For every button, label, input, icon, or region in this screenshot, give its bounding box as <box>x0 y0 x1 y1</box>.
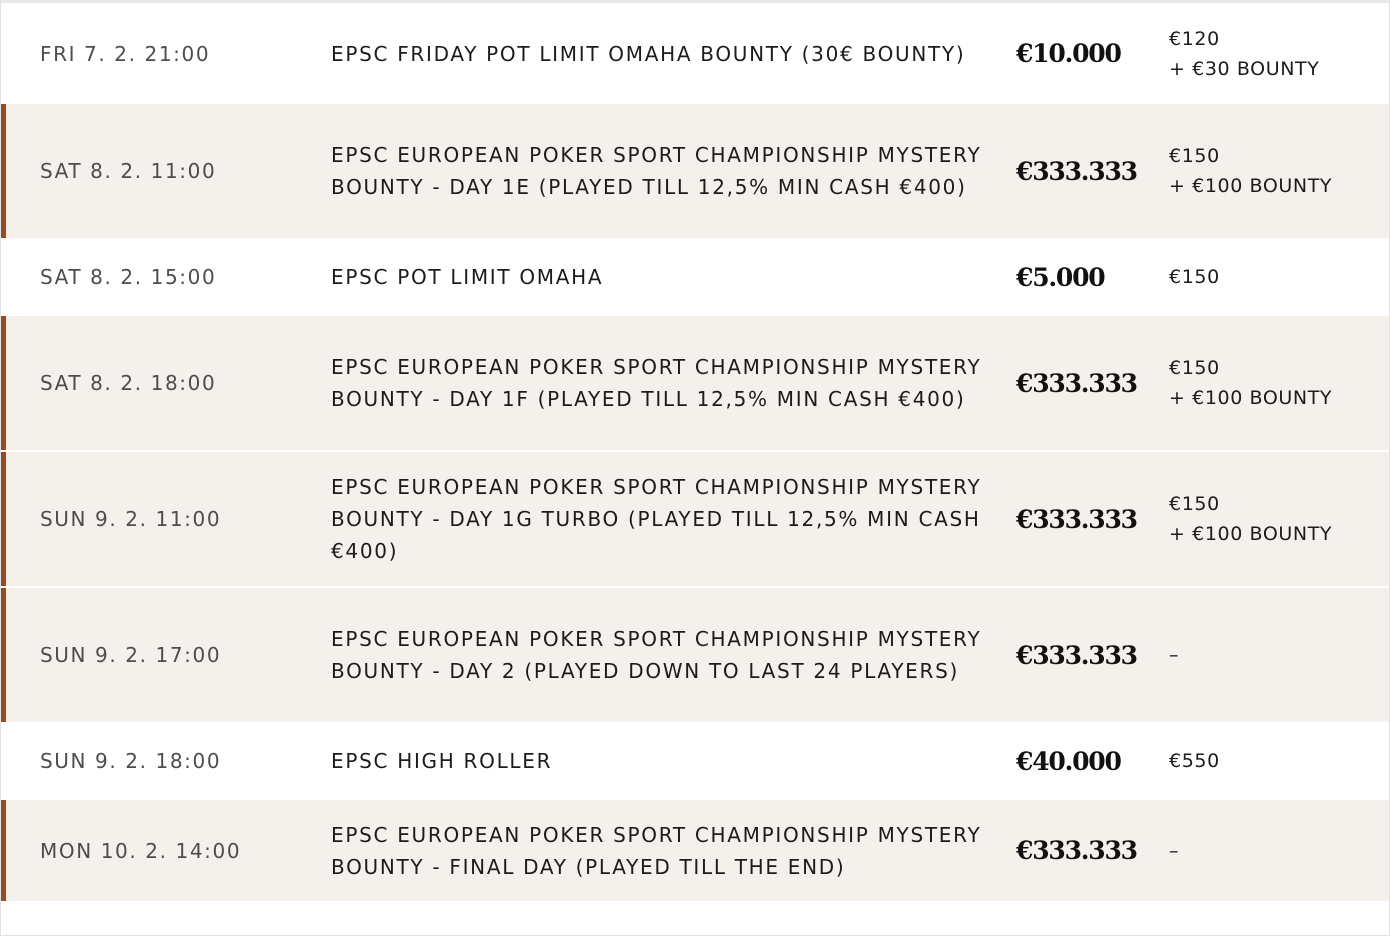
table-row <box>1 586 1389 722</box>
event-name: EPSC EUROPEAN POKER SPORT CHAMPIONSHIP MYSTERY BOUNTY - DAY 1E (PLAYED TILL 12,5% MIN CASH €400) <box>331 143 982 199</box>
event-buyin <box>1169 836 1179 866</box>
event-buyin <box>1169 141 1332 201</box>
buyin-amount: – <box>1169 839 1180 862</box>
event-name: EPSC HIGH ROLLER <box>331 749 553 773</box>
event-name: EPSC EUROPEAN POKER SPORT CHAMPIONSHIP MYSTERY BOUNTY - DAY 1G TURBO (PLAYED TILL 12,5% MIN CASH €400) <box>331 475 982 563</box>
event-date: SUN 9. 2. 11:00 <box>40 507 222 531</box>
event-guarantee: €333.333 <box>1016 836 1137 865</box>
event-date: SAT 8. 2. 18:00 <box>40 371 217 395</box>
event-date: SAT 8. 2. 11:00 <box>40 159 217 183</box>
event-guarantee: €333.333 <box>1016 640 1137 670</box>
event-buyin <box>1169 353 1332 413</box>
event-guarantee: €333.333 <box>1016 504 1137 534</box>
table-row <box>1 722 1389 800</box>
event-name: EPSC EUROPEAN POKER SPORT CHAMPIONSHIP MYSTERY BOUNTY - FINAL DAY (PLAYED TILL THE END) <box>331 822 982 879</box>
table-row <box>1 3 1389 104</box>
event-guarantee: €333.333 <box>1016 368 1137 398</box>
event-date: SUN 9. 2. 17:00 <box>40 643 222 667</box>
event-buyin <box>1169 262 1220 292</box>
buyin-amount: €150 <box>1169 357 1220 379</box>
event-date: SAT 8. 2. 15:00 <box>40 265 217 289</box>
table-row <box>1 450 1389 586</box>
table-row <box>1 316 1389 450</box>
event-buyin <box>1169 640 1179 670</box>
event-buyin <box>1169 24 1319 84</box>
buyin-bounty: + €30 BOUNTY <box>1169 57 1320 80</box>
table-row <box>1 104 1389 238</box>
buyin-amount: €150 <box>1169 493 1220 515</box>
buyin-bounty: + €100 BOUNTY <box>1169 523 1333 545</box>
event-guarantee: €5.000 <box>1016 262 1105 292</box>
event-name: EPSC POT LIMIT OMAHA <box>331 265 604 289</box>
table-row <box>1 238 1389 316</box>
event-guarantee: €333.333 <box>1016 156 1137 186</box>
event-buyin <box>1169 489 1332 549</box>
table-row <box>1 800 1389 901</box>
event-date: MON 10. 2. 14:00 <box>40 838 242 863</box>
tournament-schedule-table <box>1 3 1389 931</box>
event-name: EPSC EUROPEAN POKER SPORT CHAMPIONSHIP MYSTERY BOUNTY - DAY 1F (PLAYED TILL 12,5% MIN CASH €400) <box>331 355 982 411</box>
buyin-bounty: + €100 BOUNTY <box>1169 175 1333 197</box>
buyin-amount: €550 <box>1169 750 1220 772</box>
event-date: SUN 9. 2. 18:00 <box>40 749 222 773</box>
buyin-amount: €150 <box>1169 266 1220 288</box>
table-bottom-spacer <box>1 901 1389 931</box>
buyin-amount: – <box>1169 644 1180 666</box>
event-date: FRI 7. 2. 21:00 <box>40 41 211 66</box>
event-guarantee: €40.000 <box>1016 746 1121 776</box>
event-name: EPSC FRIDAY POT LIMIT OMAHA BOUNTY (30€ BOUNTY) <box>331 41 966 66</box>
event-name: EPSC EUROPEAN POKER SPORT CHAMPIONSHIP MYSTERY BOUNTY - DAY 2 (PLAYED DOWN TO LAST 24 PLAYERS) <box>331 627 982 683</box>
buyin-amount: €150 <box>1169 145 1220 167</box>
event-guarantee: €10.000 <box>1016 39 1121 68</box>
buyin-amount: €120 <box>1169 27 1220 50</box>
event-buyin <box>1169 746 1220 776</box>
buyin-bounty: + €100 BOUNTY <box>1169 387 1333 409</box>
